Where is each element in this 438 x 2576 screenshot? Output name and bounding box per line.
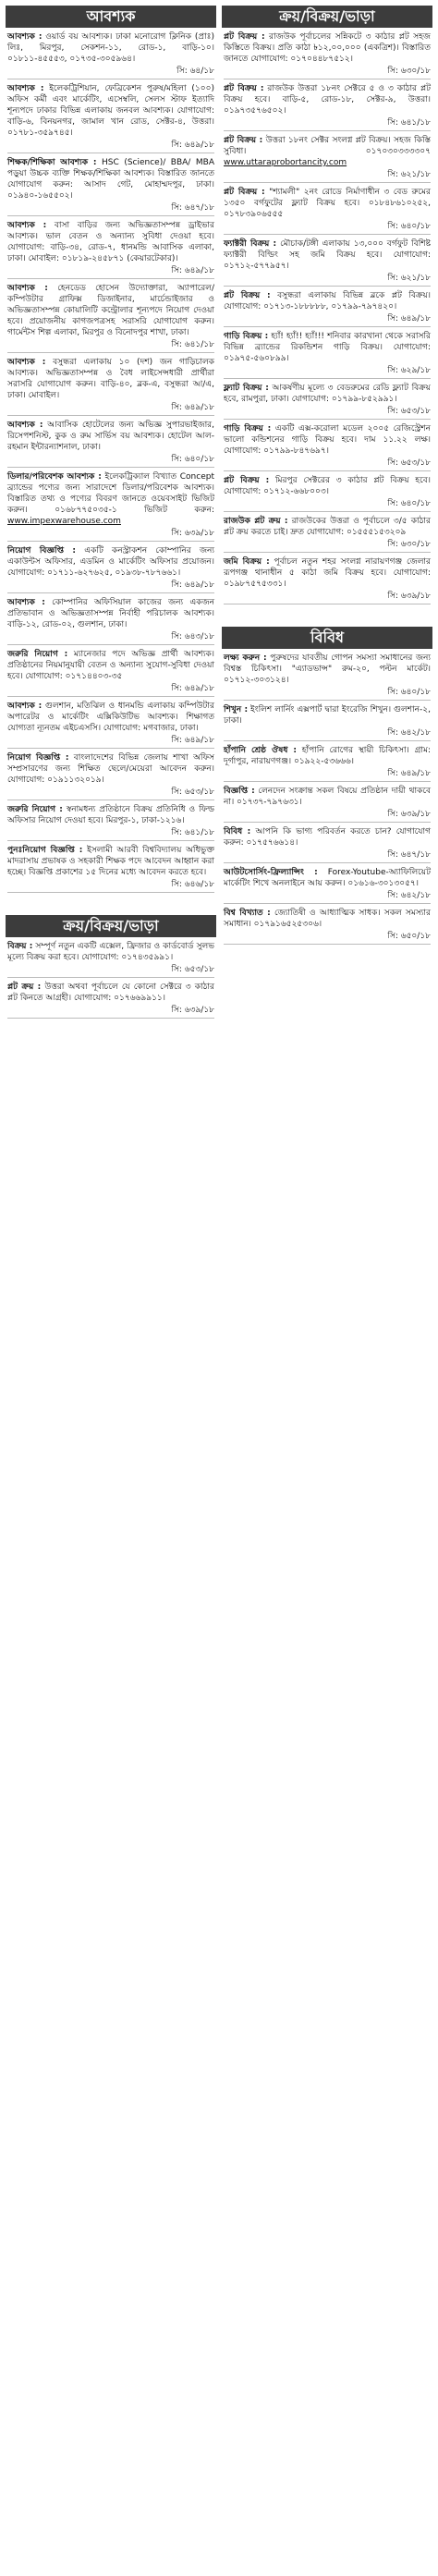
classified-ad [224,79,431,131]
ad-body [224,704,431,726]
ad-code: সি: ৬৪০/১৮ [387,688,431,697]
classified-ad [224,420,431,471]
ad-text: বাংলাদেশের বিভিন্ন জেলায় শাখা অফিস সম্প্রসারণের জন্য শিক্ষিত ছেলে/মেয়েরা আবেদন করুন। যোগাযোগ: ০১৯১১৩২০১৯। [7,753,214,785]
ad-heading: শিক্ষক/শিক্ষিকা আবশ্যক : [7,158,97,167]
ad-code: সি: ৬৪০/১৮ [171,455,214,464]
ad-text: পুরুষদের যাবতীয় গোপন সমস্যা সমাধানের জন্য বিশ্বস্ত চিকিৎসা। "এ্যাডভান্স" রুম-২০, পল্টন মার্কেট। ০১৭১২-৩০৩১২৪। [224,653,432,685]
ad-heading: জরুরি নিয়োগ : [7,650,68,659]
ad-heading: আউটসোর্সিং-ফ্রিল্যান্সিং : [224,868,318,877]
classified-ad [7,416,214,468]
ad-code: সি: ৬৪৭/১৮ [387,850,431,860]
ad-body [224,867,431,889]
ad-code: সি: ৬৪/১৮ [176,67,214,76]
ad-text: হ্যাঁ! হ্যাঁ!! হ্যাঁ!!! শনিবার কারখানা থেকে সরাসরি বিভিন্ন ব্র্যান্ডের রিকন্ডিশন গাড়ি বিক্রয়। যোগাযোগ: ০১৯৭৫-৫৬০৮৯৯। [224,332,431,363]
ad-code: সি: ৬৪২/১৮ [387,728,431,738]
ad-body [224,475,431,497]
ad-text: একটি কনস্ট্রাকশন কোম্পানির জন্য একাউন্টস অফিসার, এডমিন ও মার্কেটিং অফিসার প্রয়োজন। যোগাযোগ: ০১৭১১-৬২৭৬২৫, ০১৯৩৮-৭৮৭৬৬১। [7,546,214,578]
ad-code: সি: ৬৪৯/১৮ [171,266,214,275]
ad-code: সি: ৬৪৯/১৮ [171,140,214,150]
classified-ad [7,593,214,645]
ad-heading: বিশ্ব বিখ্যাত : [224,909,271,918]
classified-ad [224,287,431,327]
ad-heading: প্লট বিক্রয় : [224,32,265,42]
ad-code: সি: ৬৪৯/১৮ [387,769,431,778]
ad-code: সি: ৬৩৯/১৮ [387,592,431,601]
ad-code: সি: ৬২১/১৮ [387,170,431,179]
ad-text: হাঁপানি রোগের স্থায়ী চিকিৎসা। গ্রাম: দূর্গাপুর, নারায়ণগঞ্জ। ০১৯২২-৫৩৬৬৬। [224,746,431,766]
ad-heading: পুনঃনিয়োগ বিজ্ঞপ্তি : [7,846,83,855]
ad-body [224,135,431,168]
classified-ad [224,512,431,553]
ad-heading: প্লট বিক্রয় : [224,188,265,197]
ad-body [224,556,431,590]
ad-text: HSC (Science)/ BBA/ MBA পড়ুয়া উচ্চক ব্যক্তি শিক্ষক/শিক্ষিকা আবশ্যক। বিস্তারিত জানতে যোগাযোগ করুন: আসাদ গেট, মোহাম্মদপুর, ঢাকা। ০১৯৪০-১৬৫৫০২। [7,158,214,201]
ad-text: বসুন্ধরা এলাকায় ১০ (দশ) জন গাড়িচালক আবশ্যক। অভিজ্ঞতাসম্পন্ন ও বৈধ লাইসেন্সধারী প্রার্থীরা সরাসরি যোগাযোগ করুন। বাড়ি-৪০, ব্লক-এ, বসুন্ধরা আ/এ, ঢাকা। মোবাইল। [7,358,214,400]
ad-text: সম্পূর্ণ নতুন একটি এক্সেল, ফ্রিজার ও কার্ডবোর্ড সুলভ মূল্যে বিক্রয় করা হবে। যোগাযোগ: ০১৭৪৩৫৯৯১। [7,942,214,962]
classified-ad [224,904,431,945]
ad-heading: প্লট বিক্রয় : [224,84,264,93]
ad-heading: আবশ্যক : [7,421,43,430]
ad-code: সি: ৬৪২/১৮ [387,891,431,900]
ad-body [224,786,431,808]
ad-code: সি: ৬৩৯/১৮ [171,529,214,538]
ad-text: একটি এক্স-করোলা মডেল ২০০৫ রেজিস্ট্রেশন ভালো কন্ডিশনের গাড়ি বিক্রয় হবে। দাম ১১.২২ লক্ষ। যোগাযোগ: ০১৭৯৯-৮৪৭৬৯৭। [224,424,431,456]
classified-ad [224,471,431,512]
ad-heading: আবশ্যক : [7,84,44,93]
ad-list [6,937,216,1019]
ad-code: সি: ৬৩৯/১৮ [387,810,431,819]
ad-body [7,157,214,201]
classified-ad [7,645,214,697]
classified-ad [7,216,214,279]
classified-ad [7,800,214,841]
ad-body [7,283,214,338]
ad-code: সি: ৬৪০/১৮ [387,499,431,508]
ad-code: সি: ৬৪০/১৮ [387,222,431,231]
ad-text: ইলেকট্রিশিয়ান, ফেব্রিকেশন পুরুষ/মহিলা (১০০) অফিস কর্মী এবং মার্কেটিং, এসেম্বলি, সেলস স্টাফ ইত্যাদি শূন্যপদে ঢাকার বিভিন্ন এলাকায় জনবল আবশ্যক। যোগাযোগ: বাড়ি-৬, বিনয়নগর, জামাল খান রোড, সেক্টর-৪, উত্তরা। ০১৭৮১-৩৫৯৭৪৫। [7,84,214,138]
ad-body [224,83,431,116]
ad-code: সি: ৬৪৯/১৮ [171,684,214,693]
ad-body [224,516,431,538]
ad-text: বসুন্ধরা এলাকায় বিভিন্ন ব্লকে প্লট বিক্রয়। যোগাযোগ: ০১৭১৩-১৮৮৮৮৮, ০১৭৯৯-৭৯৭৪২০। [224,291,431,311]
ad-code: সি: ৬৪৯/১৮ [387,314,431,324]
section-header-buy-sell-rent: ক্রয়/বিক্রয়/ভাড়া [222,6,432,28]
ad-text: লেনদেন সংক্রান্ত সকল বিষয়ে প্রতিষ্ঠান দায়ী থাকবে না। ০১৭৩৭-৭৯৭৬৩১। [224,787,431,807]
ad-text: আকর্ষণীয় মূল্যে ৩ বেডরুমের রেডি ফ্ল্যাট বিক্রয় হবে, রামপুরা, ঢাকা। যোগাযোগ: ০১৭৯৯-৮৫২৯৯১। [224,384,431,404]
ad-body [7,701,214,734]
ad-body [7,357,214,401]
ad-code: সি: ৬৪১/১৮ [171,340,214,349]
ad-code: সি: ৬৫৩/১৮ [171,965,214,974]
classified-ad [7,749,214,800]
ad-text: আপনি কি ভাগ্য পরিবর্তন করতে চান? যোগাযোগ করুন: ০১৭৫৭৬৬১৪। [224,827,431,848]
classified-ad [7,697,214,749]
ad-body [224,331,431,364]
ad-heading: প্লট বিক্রয় : [224,136,263,145]
ad-code: সি: ৬৪৯/১৮ [171,403,214,412]
classified-ad [7,978,214,1019]
ad-list [6,28,216,893]
ad-heading: আবশ্যক : [7,358,46,367]
ad-heading: আবশ্যক : [7,32,43,42]
ad-body [7,597,214,630]
right-column [222,6,432,945]
ad-text: হেনডেড হোসেন উদ্যোক্তারা, অ্যাপারেল/কম্পিউটার গ্রাফিক্স ডিজাইনার, মার্চেন্ডাইজার ও অভিজ্ঞতাসম্পন্ন কোয়ালিটি কন্ট্রোলার শূন্যপদে নিয়োগ দেওয়া হবে। প্রয়োজনীয় কাগজপত্রসহ সরাসরি যোগাযোগ করুন। গার্মেন্টস শিল্প এলাকা, মিরপুর ও বিনোদপুর শাখা, ঢাকা। [7,284,214,337]
ad-heading: ডিলার/পরিবেশক আবশ্যক : [7,472,102,482]
ad-body [224,653,431,686]
ad-heading: বিবিধ : [224,827,251,836]
ad-text: রাজউকের উত্তরা ও পূর্বাচলে ৩/৫ কাঠার প্লট ক্রয় করতে চাই। দ্রুত যোগাযোগ: ০১৫৫৫১৫৩২০৯ [224,517,431,537]
ad-heading: প্লট বিক্রয় : [224,476,270,485]
ad-heading: ফ্যাক্টরী বিক্রয় : [224,239,277,249]
ad-heading: প্লট ক্রয় : [7,983,42,992]
ad-heading: জমি বিক্রয় : [224,557,270,567]
ad-body [224,31,431,65]
ad-heading: জরুরি নিয়োগ : [7,805,63,814]
section-header-miscellaneous: বিবিধ [222,627,432,649]
ad-body [7,83,214,139]
ad-code: সি: ৬৪৯/১৮ [171,736,214,745]
ad-code: সি: ৬৩০/১৮ [387,67,431,76]
ad-text: উত্তরা অথবা পূর্বাচলে যে কোনো সেক্টরে ৩ কাঠার প্লট কিনতে আগ্রহী। যোগাযোগ: ০১৭৬৬৯৯১১। [7,983,214,1003]
ad-body [224,908,431,930]
ad-list [222,28,432,604]
ad-heading: আবশ্যক : [7,284,48,293]
ad-heading: বিক্রয় : [7,942,33,951]
classified-ad [224,649,431,701]
ad-text: ইংলিশ লার্নিং এক্সপার্ট দ্বারা ইংরেজি শিখুন। গুলশান-২, ঢাকা। [224,705,431,726]
classified-ad [7,79,214,153]
ad-code: সি: ৬৫৩/১৮ [387,458,431,468]
ad-body [7,982,214,1004]
ad-code: সি: ৬৩০/১৮ [387,540,431,549]
ad-heading: নিয়োগ বিজ্ঞপ্তি : [7,753,69,763]
ad-body [224,238,431,272]
classified-ad [224,553,431,604]
ad-code: সি: ৬৪১/১৮ [387,118,431,128]
ad-body [224,745,431,767]
ad-body [7,420,214,453]
ad-body [224,826,431,848]
ad-website-link[interactable]: www.uttaraprobortancity.com [224,158,347,167]
ad-text: বাসা বাড়ির জন্য অভিজ্ঞতাসম্পন্ন ড্রাইভার আবশ্যক। ভাল বেতন ও অন্যান্য সুবিধা দেওয়া হবে। যোগাযোগ: বাড়ি-৩৪, রোড-৭, ধানমন্ডি আবাসিক এলাকা, ঢাকা। মোবাইল: ০১৮১৯-২৪৫৮৭১ (কেয়ারটেকার)। [7,221,214,263]
classified-ad [7,28,214,79]
classified-ad [7,353,214,416]
classified-ad [224,235,431,287]
classified-ad [224,863,431,904]
ad-heading: নিয়োগ বিজ্ঞপ্তি : [7,546,77,555]
classified-ad [224,701,431,741]
ad-heading: আবশ্যক : [7,221,47,230]
ad-text: রাজউক উত্তরা ১৮নং সেক্টরে ৫ ও ৩ কাঠার প্লট বিক্রয় হবে। বাড়ি-৫, রোড-১৮, সেক্টর-৯, উত্তরা। ০১৯৭৩৫৭৬৫০২। [224,84,431,116]
ad-heading: প্লট বিক্রয় : [224,291,271,300]
classified-ad [224,28,431,79]
classified-ad [7,468,214,542]
section-header-wanted: আবশ্যক [6,6,216,28]
ad-heading: আবশ্যক : [7,702,43,711]
ad-heading: হাঁপানি শ্রেষ্ঠ ঔষধ : [224,746,298,755]
ad-body [224,187,431,220]
ad-heading: আবশ্যক : [7,598,45,607]
ad-text: ইসলামী আরবী বিশ্ববিদ্যালয় অধিভুক্ত মাদরাসায় প্রভাষক ও সহকারী শিক্ষক পদে আবেদন আহ্বান করা হচ্ছে। বিজ্ঞপ্তি প্রকাশের ১৫ দিনের মধ্যে আবেদন করতে হবে। [7,846,214,877]
ad-code: সি: ৬৪৬/১৮ [171,880,214,889]
ad-code: সি: ৬৪৭/১৮ [171,203,214,213]
ad-text: মৌচাক/টঙ্গী এলাকায় ১৩,০০০ বর্গফুট বিশিষ্ট ফ্যাক্টরী বিল্ডিং সহ জমি বিক্রয় হবে। যোগাযোগ: ০১৭১২-৫৭৭৯৫৭। [224,239,431,271]
ad-heading: গাড়ি বিক্রয় : [224,332,269,341]
ad-text: পূর্বাচল নতুন শহর সংলগ্ন নারায়ণগঞ্জ জেলার রূপগঞ্জ থানাধীন ৫ কাঠা জমি বিক্রয় হবে। যোগাযোগ: ০১৯৮৭৫৭৫৩৩১। [224,557,431,589]
ad-text: গুলশান, মতিঝিল ও ধানমন্ডি এলাকায় কম্পিউটার অপারেটর ও মার্কেটিং এক্সিকিউটিভ আবশ্যক। শিক্ষাগত যোগ্যতা ন্যূনতম এইচএসসি। যোগাযোগ: মগবাজার, ঢাকা। [7,702,214,733]
classified-ad [224,782,431,823]
ad-code: সি: ৬৫৩/১৮ [387,407,431,416]
ad-text: ম্যানেজার পদে অভিজ্ঞ প্রার্থী আবশ্যক। প্রতিষ্ঠানের নিয়মানুযায়ী বেতন ও অন্যান্য সুযোগ-সুবিধা দেওয়া হবে। যোগাযোগ: ০১৭১৪৪০৩-৩৫ [7,650,214,681]
classified-ad [224,131,431,183]
ad-body [224,290,431,312]
ad-text: স্বনামধন্য প্রতিষ্ঠানে বিক্রয় প্রতিনিধি ও ফিল্ড অফিসার নিয়োগ দেওয়া হবে। মিরপুর-১, ঢাকা-১২১৬। [7,805,214,825]
ad-body [7,752,214,786]
ad-text: আবাসিক হোটেলের জন্য অভিজ্ঞ সুপারভাইজার, রিসেপশনিস্ট, কুক ও রুম সার্ভিস বয় আবশ্যক। হোটেল আল-রহমান ইন্টারন্যাশনাল, ঢাকা। [7,421,214,452]
ad-text: জ্যোতিষী ও আধ্যাত্মিক সাধক। সকল সমস্যার সমাধান। ০১৭৯১৬৫২৫৩০৬। [224,909,431,929]
ad-website-link[interactable]: www.impexwarehouse.com [7,517,121,526]
classified-ad [7,841,214,893]
ad-text: রাজউক পূর্বাচলের সন্নিকটে ৩ কাঠার প্লট সহজ কিস্তিতে বিক্রয়। প্রতি কাঠা ৳১২,০০,০০০ (একত্রিশ)। বিস্তারিত জানতে যোগাযোগ: ০১৭০৪৪৮৭৫১২। [224,32,431,64]
ad-list [222,649,432,945]
ad-text: মিরপুর সেক্টরের ৩ কাঠার প্লট বিক্রয় হবে। যোগাযোগ: ০১৭১২-৬৬৮০০৩। [224,476,431,496]
ad-body [7,649,214,682]
ad-code: সি: ৬২৯/১৮ [387,366,431,375]
ad-heading: ফ্ল্যাট বিক্রয় : [224,384,269,393]
ad-text: উত্তরা ১৮নং সেক্টর সংলগ্ন প্লট বিক্রয়। সহজ কিস্তি সুবিধা। ০১৭০৩০৩৩৩৩০৭ [224,136,431,156]
ad-code: সি: ৬৪৩/১৮ [171,632,214,641]
section-header-buy-sell-rent: ক্রয়/বিক্রয়/ভাড়া [6,915,216,937]
left-column [6,6,216,1019]
ad-heading: লক্ষ্য করুন : [224,653,267,663]
ad-body [224,383,431,405]
ad-code: সি: ৬৫৩/১৮ [171,787,214,797]
classified-ad [224,183,431,235]
ad-text: ওয়ার্ড বয় আবশ্যক। ঢাকা মনোরোগ ক্লিনিক (প্রাঃ) লিঃ, মিরপুর, সেকশন-১১, রোড-১, বাড়ি-১০। ০১৮১১-৪৫৫৫৩, ০১৭৩৫-৩০৫৯৬৪। [7,32,214,64]
ad-heading: বিজ্ঞপ্তি : [224,787,255,796]
ad-code: সি: ৬৫০/১৮ [387,932,431,941]
ad-body [7,804,214,826]
ad-code: সি: ৬৩৯/১৮ [171,1006,214,1015]
classified-ad [224,741,431,782]
ad-code: সি: ৬৪৯/১৮ [171,580,214,590]
ad-body [7,845,214,878]
classified-ad [7,542,214,593]
ad-body [7,545,214,579]
ad-body [7,471,214,527]
ad-text: "শ্যামলী" ২নং রোডে নির্মাণাধীন ৩ বেড রুমের ১৩৫০ বর্গফুটের ফ্ল্যাট বিক্রয় হবে। ০১৮৪৮৬১০২৫২, ০১৭৮৩৯০৬৫৫৫ [224,188,431,219]
ad-code: সি: ৬২১/১৮ [387,274,431,283]
ad-text: Forex-Youtube-অ্যাফিলিয়েট মার্কেটিং শিখে অনলাইনে আয় করুন। ০১৬১৬-৩০১৩০৫৭। [224,868,431,888]
classified-ad [7,937,214,978]
ad-body [7,220,214,264]
ad-body [224,423,431,457]
ad-heading: রাজউক প্লট ক্রয় : [224,517,288,526]
ad-heading: শিখুন : [224,705,249,714]
classified-ad [7,279,214,353]
ad-text: ইলেকট্রিক্যাল বিখ্যাত Concept ব্র্যান্ডের পণ্যের জন্য সারাদেশে ডিলার/পরিবেশক আবশ্যক। বিস্তারিত তথ্য ও পণ্যের বিবরণ জানতে ওয়েবসাইট ভিজিট করুন। ০১৬৮৭৭৫০৩৫-১ ভিজিট করুন: [7,472,214,515]
classified-ad [7,153,214,216]
classified-ad [224,327,431,379]
classified-ad [224,379,431,420]
ad-body [7,941,214,963]
ad-heading: গাড়ি বিক্রয় : [224,424,272,433]
ad-text: কোম্পানির অফিসিয়াল কাজের জন্য একজন প্রতিভাবান ও অভিজ্ঞতাসম্পন্ন নির্বাহী পরিচালক আবশ্যক। বাড়ি-১২, রোড-০২, গুলশান, ঢাকা। [7,598,214,629]
ad-body [7,31,214,65]
classified-ad [224,823,431,863]
ad-code: সি: ৬৪১/১৮ [171,828,214,837]
